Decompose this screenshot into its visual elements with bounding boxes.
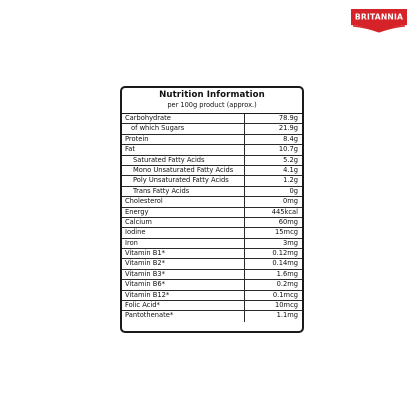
nutrient-value: 0.14mg bbox=[272, 259, 298, 268]
nutrient-value: 0.1mcg bbox=[272, 290, 298, 299]
nutrient-name: Vitamin B6* bbox=[122, 280, 245, 289]
nutrient-row bbox=[122, 124, 302, 134]
nutrient-value: 445kcal bbox=[271, 207, 298, 216]
nutrient-name: Vitamin B12* bbox=[122, 291, 245, 300]
panel-title: Nutrition Information bbox=[159, 90, 265, 100]
nutrient-value: 0.12mg bbox=[272, 249, 298, 258]
nutrient-value: 10mcg bbox=[275, 301, 298, 310]
nutrient-name: Mono Unsaturated Fatty Acids bbox=[122, 166, 245, 175]
nutrient-row bbox=[122, 114, 302, 124]
britannia-logo bbox=[349, 5, 409, 33]
logo-wordmark: BRITANNIA bbox=[354, 12, 404, 22]
nutrient-name: Protein bbox=[122, 135, 245, 144]
nutrient-value: 1.1mg bbox=[276, 311, 298, 320]
nutrient-name: Energy bbox=[122, 208, 245, 217]
nutrient-name: Saturated Fatty Acids bbox=[122, 156, 245, 165]
nutrient-row bbox=[122, 259, 302, 269]
nutrient-name: Cholesterol bbox=[122, 197, 245, 206]
britannia-logo-mark bbox=[349, 5, 409, 33]
nutrient-value: 5.2g bbox=[283, 155, 298, 164]
nutrient-name: Folic Acid* bbox=[122, 301, 245, 310]
nutrient-value: 0g bbox=[289, 186, 298, 195]
nutrient-row bbox=[122, 135, 302, 145]
nutrient-name: Fat bbox=[122, 145, 245, 154]
nutrient-value: 8.4g bbox=[283, 134, 298, 143]
nutrition-info-panel bbox=[120, 86, 304, 333]
nutrient-row bbox=[122, 208, 302, 218]
nutrient-row bbox=[122, 145, 302, 155]
nutrient-value: 78.9g bbox=[278, 114, 298, 122]
panel-header bbox=[122, 88, 302, 114]
nutrient-row bbox=[122, 291, 302, 301]
nutrient-row bbox=[122, 197, 302, 207]
nutrient-value: 10.7g bbox=[278, 145, 298, 154]
nutrient-row bbox=[122, 280, 302, 290]
nutrient-value: 21.9g bbox=[278, 124, 298, 133]
nutrient-row bbox=[122, 187, 302, 197]
nutrient-row bbox=[122, 301, 302, 311]
nutrient-row bbox=[122, 176, 302, 186]
nutrient-name: Trans Fatty Acids bbox=[122, 187, 245, 196]
nutrient-name: Iodine bbox=[122, 228, 245, 237]
nutrient-value: 1.2g bbox=[283, 176, 298, 185]
nutrient-name: Calcium bbox=[122, 218, 245, 227]
nutrient-value: 1.6mg bbox=[276, 269, 298, 278]
nutrient-row bbox=[122, 270, 302, 280]
nutrient-row bbox=[122, 166, 302, 176]
nutrient-value: 15mcg bbox=[275, 228, 298, 237]
nutrient-name: Carbohydrate bbox=[122, 114, 245, 123]
nutrient-name: Vitamin B2* bbox=[122, 259, 245, 268]
nutrient-rows bbox=[122, 114, 302, 322]
nutrient-name: Iron bbox=[122, 239, 245, 248]
nutrient-name: Pantothenate* bbox=[122, 311, 245, 321]
nutrient-name: Vitamin B3* bbox=[122, 270, 245, 279]
nutrient-row bbox=[122, 156, 302, 166]
nutrient-value: 60mg bbox=[278, 217, 298, 226]
nutrient-row bbox=[122, 311, 302, 321]
nutrient-name: Poly Unsaturated Fatty Acids bbox=[122, 176, 245, 185]
nutrient-row bbox=[122, 228, 302, 238]
panel-subtitle: per 100g product (approx.) bbox=[167, 101, 257, 109]
nutrient-name: Vitamin B1* bbox=[122, 249, 245, 258]
nutrient-row bbox=[122, 249, 302, 259]
nutrient-value: 0.2mg bbox=[276, 280, 298, 289]
nutrient-value: 0mg bbox=[282, 197, 298, 206]
nutrient-value: 3mg bbox=[282, 238, 298, 247]
nutrient-row bbox=[122, 239, 302, 249]
nutrient-row bbox=[122, 218, 302, 228]
nutrient-name: of which Sugars bbox=[122, 124, 245, 133]
nutrient-value: 4.1g bbox=[283, 165, 298, 174]
